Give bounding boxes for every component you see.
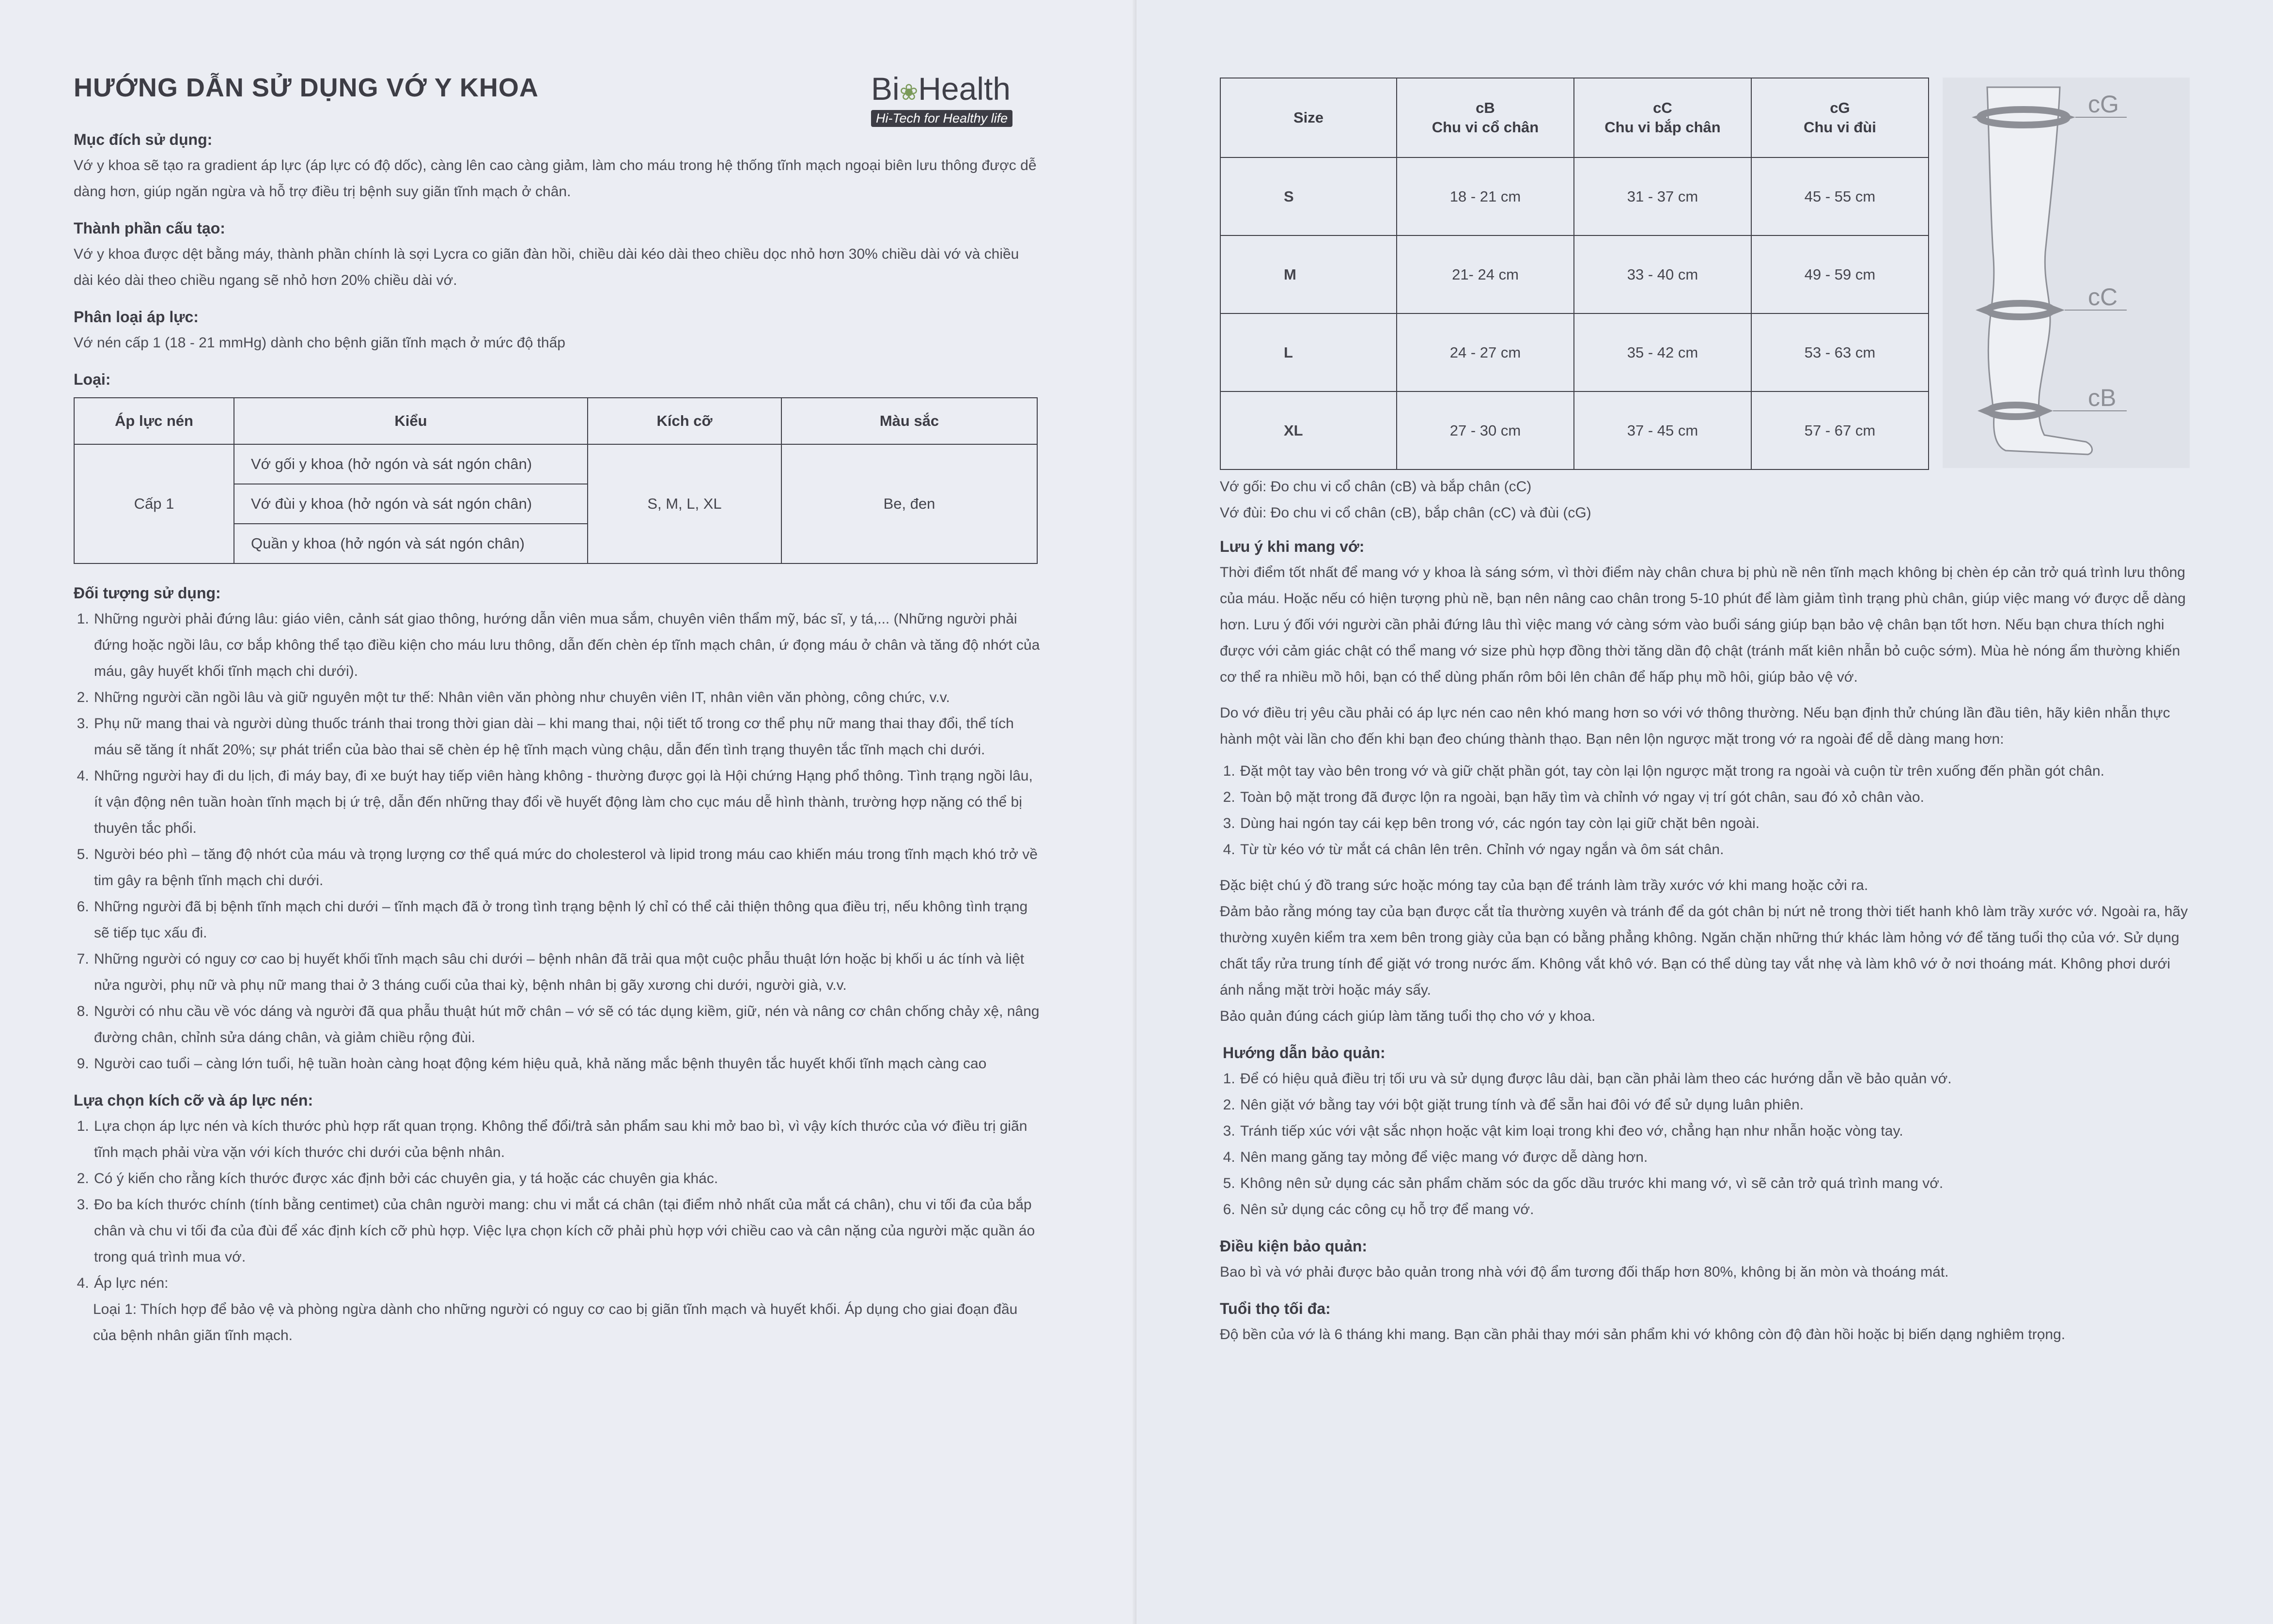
caution-paragraph-1: Thời điểm tốt nhất để mang vớ y khoa là sáng sớm, vì thời điểm này chân chưa bị phù nề nên tĩnh mạch không bị chèn ép cản trở quá trình lưu thông của máu. Hoặc nếu có hiện tượng phù nề, bạn nên nâng cao chân trong 5-10 phút để làm giảm tình trạng phù chân, giúp việc mang vớ được dễ dàng hơn. Lưu ý đối với người cần phải đứng lâu thì việc mang vớ càng sớm vào buổi sáng giúp bạn bảo vệ chân bạn tốt hơn. Nếu bạn chưa thích nghi được với cảm giác chật có thể mang vớ size phù hợp đồng thời tăng dần độ chật (tránh mất kiên nhẫn bỏ cuộc sớm). Mùa hè nóng ẩm thường khiến cơ thể ra nhiều mồ hôi, bạn có thể dùng phấn rôm bôi lên chân để hấp phụ mồ hôi, giúp bảo vệ vớ.	[1220, 564, 2186, 685]
left-column	[74, 73, 1040, 1349]
storage-heading: Điều kiện bảo quản:	[1220, 1237, 1368, 1255]
table-row	[1220, 313, 1929, 391]
table-row	[1220, 157, 1929, 235]
sizing-sub-text: Loại 1: Thích hợp để bảo vệ và phòng ngừa dành cho những người có nguy cơ cao bị giãn tĩnh mạch và huyết khối. Áp dụng cho giai đoạn đầu của bệnh nhân giãn tĩnh mạch.	[93, 1301, 1018, 1343]
size-table	[1220, 78, 1929, 470]
leg-measurement-diagram	[1943, 78, 2190, 468]
pressure-class-heading: Phân loại áp lực:	[74, 308, 199, 326]
right-column	[1220, 474, 2195, 1348]
purpose-text: Vớ y khoa sẽ tạo ra gradient áp lực (áp lực có độ dốc), càng lên cao càng giảm, làm cho máu trong hệ thống tĩnh mạch ngoại biên lưu thông được dễ dàng hơn, giúp ngăn ngừa và hỗ trợ điều trị bệnh suy giãn tĩnh mạch ở chân.	[74, 157, 1037, 200]
table-row	[1220, 391, 1929, 469]
list-item: 2. Những người cần ngồi lâu và giữ nguyên một tư thế: Nhân viên văn phòng như chuyên viên IT, nhân viên văn phòng, công chức, v.v.	[93, 685, 1040, 711]
header-code: cG	[1830, 99, 1850, 116]
list-item: 2. Toàn bộ mặt trong đã được lộn ra ngoài, bạn hãy tìm và chỉnh vớ ngay vị trí gót chân, sau đó xỏ chân vào.	[1239, 784, 2195, 811]
caution-paragraph-5: Bảo quản đúng cách giúp làm tăng tuổi thọ cho vớ y khoa.	[1220, 1008, 1596, 1024]
col-header-cb	[1397, 78, 1574, 157]
purpose-heading: Mục đích sử dụng:	[74, 131, 213, 148]
list-item: 3. Tránh tiếp xúc với vật sắc nhọn hoặc vật kim loại trong khi đeo vớ, chẳng hạn như nhẫn hoặc vòng tay.	[1239, 1118, 2195, 1144]
list-item: 4. Từ từ kéo vớ từ mắt cá chân lên trên. Chỉnh vớ ngay ngắn và ôm sát chân.	[1239, 837, 2195, 863]
header-code: cB	[1476, 99, 1495, 116]
pressure-class-text: Vớ nén cấp 1 (18 - 21 mmHg) dành cho bệnh giãn tĩnh mạch ở mức độ thấp	[74, 335, 565, 351]
size-table-header	[1220, 78, 1929, 157]
list-item: 3. Dùng hai ngón tay cái kẹp bên trong vớ, các ngón tay còn lại giữ chặt bên ngoài.	[1239, 811, 2195, 837]
list-item: 3. Đo ba kích thước chính (tính bằng centimet) của chân người mang: chu vi mắt cá chân (tại điểm nhỏ nhất của mắt cá chân), chu vi tối đa của bắp chân và chu vi tối đa của đùi để xác định kích cỡ phù hợp. Việc lựa chọn kích cỡ phải phù hợp với chiều cao và cân nặng của người mặc quần áo trong quá trình mua vớ.	[93, 1192, 1040, 1270]
cell-colors: Be, đen	[781, 444, 1037, 563]
cell-cb: 27 - 30 cm	[1397, 391, 1574, 469]
cg-label: cG	[2088, 91, 2119, 118]
header-label: Chu vi đùi	[1804, 119, 1876, 136]
cell-cb: 18 - 21 cm	[1397, 157, 1574, 235]
cb-label: cB	[2088, 384, 2117, 411]
list-item: 8. Người có nhu cầu về vóc dáng và người đã qua phẫu thuật hút mỡ chân – vớ sẽ có tác dụng kiềm, giữ, nén và nâng cơ chân chống chảy xệ, nâng đường chân, chỉnh sửa dáng chân, và giảm chiều rộng đùi.	[93, 999, 1040, 1051]
cell-size: M	[1220, 235, 1397, 313]
cell-level: Cấp 1	[74, 444, 234, 563]
table-row	[74, 444, 1037, 484]
list-item: 6. Những người đã bị bệnh tĩnh mạch chi dưới – tĩnh mạch đã ở trong tình trạng bệnh lý chỉ có thể cải thiện thông qua điều trị, nếu không tình trạng sẽ tiếp tục xấu đi.	[93, 894, 1040, 946]
cell-cb: 21- 24 cm	[1397, 235, 1574, 313]
col-header-color: Màu sắc	[781, 398, 1037, 444]
list-item: 1. Đặt một tay vào bên trong vớ và giữ chặt phần gót, tay còn lại lộn ngược mặt trong ra ngoài và cuộn từ trên xuống đến phần gót chân.	[1239, 758, 2195, 784]
sizing-heading: Lựa chọn kích cỡ và áp lực nén:	[74, 1092, 313, 1109]
col-header-pressure: Áp lực nén	[74, 398, 234, 444]
header-label: Chu vi cổ chân	[1432, 119, 1539, 136]
cell-cg: 57 - 67 cm	[1751, 391, 1929, 469]
cell-cc: 31 - 37 cm	[1574, 157, 1751, 235]
leg-outline	[1987, 87, 2092, 454]
cell-cc: 37 - 45 cm	[1574, 391, 1751, 469]
list-item: 3. Phụ nữ mang thai và người dùng thuốc tránh thai trong thời gian dài – khi mang thai, nội tiết tố trong cơ thể phụ nữ mang thai thay đổi, thể tích máu sẽ tăng ít nhất 20%; sự phát triển của bào thai sẽ chèn ép hệ tĩnh mạch vùng chậu, dẫn đến tình trạng thuyên tắc tĩnh mạch chi dưới.	[93, 711, 1040, 763]
care-heading: Hướng dẫn bảo quản:	[1223, 1044, 1386, 1062]
list-item: 5. Người béo phì – tăng độ nhớt của máu và trọng lượng cơ thể quá mức do cholesterol và lipid trong máu cao khiến máu trong tĩnh mạch khó trở về tim gây ra bệnh tĩnh mạch chi dưới.	[93, 842, 1040, 894]
col-header-size: Kích cỡ	[588, 398, 781, 444]
list-item: 5. Không nên sử dụng các sản phẩm chăm sóc da gốc dầu trước khi mang vớ, vì sẽ cản trở quá trình mang vớ.	[1239, 1171, 2195, 1197]
knee-note: Vớ gối: Đo chu vi cổ chân (cB) và bắp chân (cC)	[1220, 479, 1532, 495]
composition-heading: Thành phần cấu tạo:	[74, 219, 225, 237]
list-item: 4. Áp lực nén:	[93, 1270, 1040, 1296]
header-label: Size	[1293, 109, 1324, 126]
lifespan-text: Độ bền của vớ là 6 tháng khi mang. Bạn cần phải thay mới sản phẩm khi vớ không còn độ đàn hồi hoặc bị biến dạng nghiêm trọng.	[1220, 1327, 2066, 1343]
table-row	[1220, 235, 1929, 313]
caution-paragraph-3: Đặc biệt chú ý đồ trang sức hoặc móng tay của bạn để tránh làm trầy xước vớ khi mang hoặc cởi ra.	[1220, 877, 1868, 893]
header-code: cC	[1653, 99, 1672, 116]
col-header-cc	[1574, 78, 1751, 157]
storage-text: Bao bì và vớ phải được bảo quản trong nhà với độ ẩm tương đối thấp hơn 80%, không bị ăn mòn và thoáng mát.	[1220, 1264, 1949, 1280]
col-header-style: Kiểu	[234, 398, 588, 444]
list-item: 4. Nên mang găng tay mỏng để việc mang vớ được dễ dàng hơn.	[1239, 1144, 2195, 1171]
composition-text: Vớ y khoa được dệt bằng máy, thành phần chính là sợi Lycra co giãn đàn hồi, chiều dài kéo dài theo chiều dọc nhỏ hơn 30% chiều dài vớ và chiều dài kéo dài theo chiều ngang sẽ nhỏ hơn 20% chiều dài vớ.	[74, 246, 1019, 288]
cell-cg: 49 - 59 cm	[1751, 235, 1929, 313]
list-item: 2. Có ý kiến cho rằng kích thước được xác định bởi các chuyên gia, y tá hoặc các chuyên gia khác.	[93, 1166, 1040, 1192]
caution-paragraph-2: Do vớ điều trị yêu cầu phải có áp lực nén cao nên khó mang hơn so với vớ thông thường. Nếu bạn định thử chúng lần đầu tiên, hãy kiên nhẫn thực hành một vài lần cho đến khi bạn đeo chúng thành thạo. Bạn nên lộn ngược mặt trong vớ ra ngoài để dễ dàng mang hơn:	[1220, 705, 2170, 747]
types-table	[74, 397, 1038, 564]
care-list	[1220, 1066, 2195, 1223]
logo-brand-pre: Bi	[871, 71, 900, 107]
lifespan-heading: Tuổi thọ tối đa:	[1220, 1300, 1331, 1317]
cell-size: S	[1220, 157, 1397, 235]
caution-heading: Lưu ý khi mang vớ:	[1220, 538, 1365, 555]
leg-illustration	[1943, 78, 2190, 468]
header-label: Chu vi bắp chân	[1604, 119, 1721, 136]
leaf-icon: ❀	[899, 79, 919, 105]
cell-cc: 33 - 40 cm	[1574, 235, 1751, 313]
list-item: 2. Nên giặt vớ bằng tay với bột giặt trung tính và để sẵn hai đôi vớ để sử dụng luân phiên.	[1239, 1092, 2195, 1118]
cell-cg: 53 - 63 cm	[1751, 313, 1929, 391]
col-header-cg	[1751, 78, 1929, 157]
types-table-header	[74, 398, 1037, 444]
users-heading: Đối tượng sử dụng:	[74, 584, 221, 602]
list-item: 1. Để có hiệu quả điều trị tối ưu và sử dụng được lâu dài, bạn cần phải làm theo các hướng dẫn về bảo quản vớ.	[1239, 1066, 2195, 1092]
cell-cg: 45 - 55 cm	[1751, 157, 1929, 235]
list-item: 7. Những người có nguy cơ cao bị huyết khối tĩnh mạch sâu chi dưới – bệnh nhân đã trải qua một cuộc phẫu thuật lớn hoặc bị khối u ác tính và liệt nửa người, phụ nữ và phụ nữ mang thai ở 3 tháng cuối của thai kỳ, bệnh nhân bị gãy xương chi dưới, người già, v.v.	[93, 946, 1040, 999]
cc-label: cC	[2088, 283, 2118, 311]
left-page	[0, 0, 1136, 1624]
cell-style: Vớ gối y khoa (hở ngón và sát ngón chân)	[234, 444, 588, 484]
cell-cb: 24 - 27 cm	[1397, 313, 1574, 391]
wearing-steps-list	[1220, 758, 2195, 863]
document-title: HƯỚNG DẪN SỬ DỤNG VỚ Y KHOA	[74, 73, 539, 102]
cell-cc: 35 - 42 cm	[1574, 313, 1751, 391]
list-item: 1. Những người phải đứng lâu: giáo viên, cảnh sát giao thông, hướng dẫn viên mua sắm, chuyên viên thẩm mỹ, bác sĩ, y tá,... (Những người phải đứng hoặc ngồi lâu, cơ bắp không thể tạo điều kiện cho máu lưu thông, dẫn đến chèn ép tĩnh mạch chân, ứ đọng máu ở chân và tăng độ nhớt của máu, gây huyết khối tĩnh mạch chi dưới).	[93, 606, 1040, 685]
cell-style: Quần y khoa (hở ngón và sát ngón chân)	[234, 524, 588, 563]
cell-style: Vớ đùi y khoa (hở ngón và sát ngón chân)	[234, 484, 588, 524]
list-item: 6. Nên sử dụng các công cụ hỗ trợ để mang vớ.	[1239, 1197, 2195, 1223]
thigh-note: Vớ đùi: Đo chu vi cổ chân (cB), bắp chân (cC) và đùi (cG)	[1220, 505, 1591, 521]
sizing-list	[74, 1113, 1040, 1296]
cell-size: XL	[1220, 391, 1397, 469]
types-heading: Loại:	[74, 371, 111, 388]
logo-tagline: Hi-Tech for Healthy life	[871, 110, 1012, 127]
users-list	[74, 606, 1040, 1077]
list-item: 1. Lựa chọn áp lực nén và kích thước phù hợp rất quan trọng. Không thể đổi/trả sản phẩm sau khi mở bao bì, vì vậy kích thước của vớ điều trị giãn tĩnh mạch phải vừa vặn với kích thước chi dưới của bệnh nhân.	[93, 1113, 1040, 1166]
col-header-size	[1220, 78, 1397, 157]
list-item: 4. Những người hay đi du lịch, đi máy bay, đi xe buýt hay tiếp viên hàng không - thường được gọi là Hội chứng Hạng phổ thông. Tình trạng ngồi lâu, ít vận động nên tuần hoàn tĩnh mạch bị ứ trệ, dẫn đến những thay đổi về huyết động làm cho cục máu dễ hình thành, trường hợp nặng có thể bị thuyên tắc phổi.	[93, 763, 1040, 842]
cell-size: L	[1220, 313, 1397, 391]
logo-brand-post: Health	[918, 71, 1011, 107]
caution-paragraph-4: Đảm bảo rằng móng tay của bạn được cắt tỉa thường xuyên và tránh để da gót chân bị nứt nẻ trong thời tiết hanh khô làm trầy xước vớ. Ngoài ra, hãy thường xuyên kiểm tra xem bên trong giày của bạn có bằng phẳng không. Ngăn chặn những thứ khác làm hỏng vớ để tăng tuổi thọ của vớ. Sử dụng chất tẩy rửa trung tính để giặt vớ trong nước ấm. Không vắt khô vớ. Bạn có thể dùng tay vắt nhẹ và làm khô vớ ở nơi thoáng mát. Không phơi dưới ánh nắng mặt trời hoặc máy sấy.	[1220, 904, 2188, 998]
cell-sizes: S, M, L, XL	[588, 444, 781, 563]
list-item: 9. Người cao tuổi – càng lớn tuổi, hệ tuần hoàn càng hoạt động kém hiệu quả, khả năng mắc bệnh thuyên tắc huyết khối tĩnh mạch càng cao	[93, 1051, 1040, 1077]
